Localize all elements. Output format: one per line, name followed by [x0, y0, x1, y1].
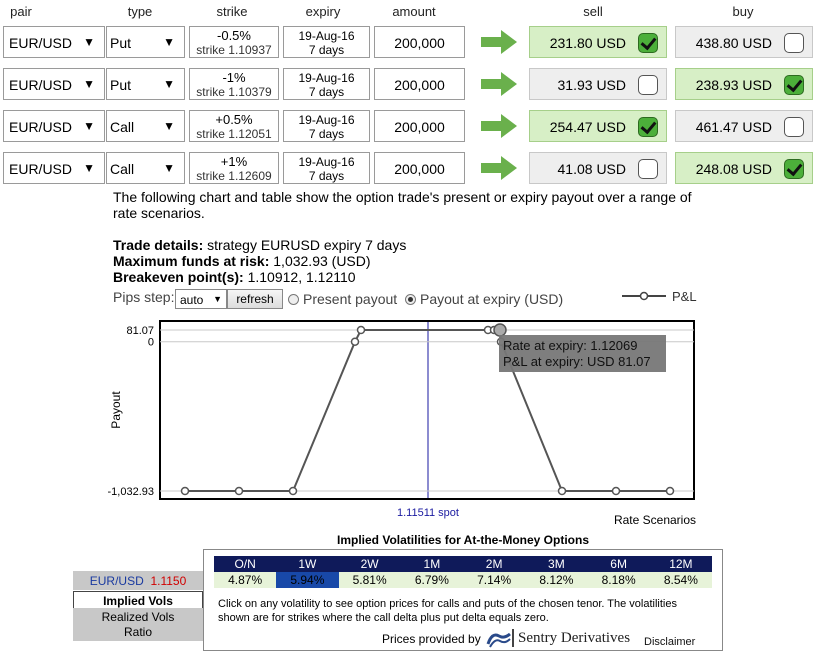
- buy-price[interactable]: [675, 110, 813, 142]
- trade-details-value: strategy EURUSD expiry 7 days: [203, 237, 407, 253]
- trade-row: [0, 152, 816, 186]
- type-select[interactable]: [106, 110, 185, 142]
- vol-value[interactable]: 6.79%: [414, 573, 449, 587]
- brand-name: Sentry Derivatives: [518, 630, 631, 646]
- pips-step-label: Pips step:: [113, 289, 175, 305]
- expiry-field[interactable]: [283, 152, 370, 184]
- row-expiry-days: 7 days: [308, 85, 345, 99]
- tooltip-line-2: P&L at expiry: USD 81.07: [503, 354, 651, 369]
- pips-step-value: auto: [180, 293, 204, 307]
- tenor-on: O/N: [234, 557, 256, 571]
- row-expiry-days: 7 days: [308, 127, 345, 141]
- sell-price[interactable]: [529, 110, 667, 142]
- buy-checkbox[interactable]: [784, 159, 804, 179]
- row-sell: 231.80 USD: [549, 35, 626, 51]
- trade-row: [0, 26, 816, 60]
- radio-icon: [288, 294, 299, 305]
- buy-checkbox[interactable]: [784, 117, 804, 137]
- tenor-6m: 6M: [610, 557, 627, 571]
- pair-select[interactable]: [3, 26, 105, 58]
- trade-row: [0, 68, 816, 102]
- row-strike-val: strike 1.12609: [196, 169, 272, 183]
- buy-checkbox[interactable]: [784, 75, 804, 95]
- row-amount: 200,000: [394, 77, 445, 93]
- header-pair: pair: [10, 4, 32, 19]
- sell-price[interactable]: [529, 152, 667, 184]
- row-strike-pct: +0.5%: [215, 112, 253, 127]
- tenor-1w: 1W: [298, 557, 317, 571]
- radio-selected-icon: [405, 294, 416, 305]
- amount-field[interactable]: [374, 68, 465, 100]
- vols-title: Implied Volatilities for At-the-Money Options: [336, 533, 589, 547]
- vol-value[interactable]: 5.94%: [276, 572, 338, 588]
- arrow-right-icon: [481, 72, 517, 96]
- type-select[interactable]: [106, 26, 185, 58]
- trade-details-label: Trade details:: [113, 237, 204, 253]
- row-buy: 438.80 USD: [695, 35, 772, 51]
- vols-table: [214, 556, 712, 588]
- strike-field[interactable]: [189, 68, 279, 100]
- dropdown-arrow-icon: ▼: [163, 77, 175, 91]
- dropdown-arrow-icon: ▼: [83, 35, 95, 49]
- row-type: Call: [110, 161, 135, 177]
- row-pair: EUR/USD: [9, 77, 73, 93]
- header-expiry: expiry: [305, 4, 341, 19]
- funds-value: 1,032.93 (USD): [269, 253, 371, 269]
- expiry-field[interactable]: [283, 110, 370, 142]
- tab-realized-vols[interactable]: Realized Vols: [73, 608, 203, 626]
- arrow-right-icon: [481, 30, 517, 54]
- pnl-point[interactable]: [358, 327, 365, 334]
- strike-field[interactable]: [189, 152, 279, 184]
- vol-value[interactable]: 8.18%: [601, 573, 636, 587]
- row-amount: 200,000: [394, 35, 445, 51]
- provided-by-label: Prices provided by: [382, 632, 481, 646]
- row-strike-val: strike 1.10379: [196, 85, 272, 99]
- sell-checkbox[interactable]: [638, 159, 658, 179]
- row-expiry-date: 19-Aug-16: [298, 155, 355, 169]
- row-strike-pct: +1%: [220, 154, 248, 169]
- row-pair: EUR/USD: [9, 119, 73, 135]
- tooltip-line-1: Rate at expiry: 1.12069: [503, 338, 638, 353]
- arrow-right-icon: [481, 114, 517, 138]
- row-buy: 461.47 USD: [695, 119, 772, 135]
- sell-checkbox[interactable]: [638, 117, 658, 137]
- payout-at-expiry-radio[interactable]: [405, 291, 563, 307]
- amount-field[interactable]: [374, 26, 465, 58]
- legend-line-icon: [620, 290, 668, 302]
- type-select[interactable]: [106, 152, 185, 184]
- row-sell: 41.08 USD: [557, 161, 626, 177]
- dropdown-arrow-icon: ▼: [83, 77, 95, 91]
- y-tick-label: 0: [147, 336, 154, 349]
- breakeven-value: 1.10912, 1.12110: [243, 269, 356, 285]
- row-strike-val: strike 1.10937: [196, 43, 272, 57]
- y-axis-label: Payout: [109, 391, 123, 429]
- row-strike-pct: -1%: [222, 70, 246, 85]
- row-expiry-date: 19-Aug-16: [298, 29, 355, 43]
- vol-value[interactable]: 5.81%: [352, 573, 387, 587]
- row-type: Put: [110, 77, 132, 93]
- header-buy: buy: [732, 4, 754, 19]
- vols-panel: [203, 549, 723, 651]
- amount-field[interactable]: [374, 110, 465, 142]
- buy-price[interactable]: [675, 152, 813, 184]
- strike-field[interactable]: [189, 26, 279, 58]
- vols-note: Click on any volatility to see option prices for calls and puts of the chosen tenor. The volatilities shown are for strikes where the call delta plus put delta equals zero.: [218, 598, 677, 624]
- row-pair: EUR/USD: [9, 161, 73, 177]
- sell-checkbox[interactable]: [638, 75, 658, 95]
- y-tick-label: 81.07: [126, 325, 154, 337]
- vols-rate: 1.1150: [150, 574, 187, 588]
- buy-price[interactable]: [675, 68, 813, 100]
- row-expiry-days: 7 days: [308, 169, 345, 183]
- sell-price[interactable]: [529, 68, 667, 100]
- pnl-point[interactable]: [290, 488, 297, 495]
- x-axis-label: Rate Scenarios: [613, 513, 696, 527]
- strike-field[interactable]: [189, 110, 279, 142]
- pnl-point[interactable]: [667, 488, 674, 495]
- tenor-12m: 12M: [669, 557, 693, 571]
- vols-pair: EUR/USD: [89, 574, 144, 588]
- expiry-field[interactable]: [283, 26, 370, 58]
- dropdown-arrow-icon: ▼: [83, 161, 95, 175]
- dropdown-arrow-icon: ▼: [163, 119, 175, 133]
- dropdown-arrow-icon: ▼: [213, 294, 222, 304]
- row-buy: 238.93 USD: [695, 77, 772, 93]
- row-strike-val: strike 1.12051: [196, 127, 272, 141]
- tenor-1m: 1M: [423, 557, 441, 571]
- dropdown-arrow-icon: ▼: [163, 35, 175, 49]
- row-expiry-date: 19-Aug-16: [298, 113, 355, 127]
- logo-divider: [512, 629, 514, 647]
- trade-row: [0, 110, 816, 144]
- row-buy: 248.08 USD: [695, 161, 772, 177]
- present-payout-label: Present payout: [303, 291, 398, 307]
- sell-checkbox[interactable]: [638, 33, 658, 53]
- payout-chart: [100, 316, 710, 536]
- type-select[interactable]: [106, 68, 185, 100]
- row-amount: 200,000: [394, 119, 445, 135]
- vol-value[interactable]: 8.12%: [539, 573, 574, 587]
- row-type: Put: [110, 35, 132, 51]
- dropdown-arrow-icon: ▼: [163, 161, 175, 175]
- pair-select[interactable]: [3, 68, 105, 100]
- pips-step-select[interactable]: [175, 289, 227, 309]
- header-strike: strike: [216, 4, 248, 19]
- row-pair: EUR/USD: [9, 35, 73, 51]
- row-sell: 31.93 USD: [557, 77, 626, 93]
- pnl-point[interactable]: [613, 488, 620, 495]
- y-tick-label: -1,032.93: [107, 486, 154, 498]
- tenor-2w: 2W: [360, 557, 379, 571]
- pnl-point[interactable]: [559, 488, 566, 495]
- row-type: Call: [110, 119, 135, 135]
- refresh-button[interactable]: refresh: [227, 289, 283, 309]
- row-strike-pct: -0.5%: [217, 28, 251, 43]
- breakeven-label: Breakeven point(s):: [113, 269, 244, 285]
- vol-value[interactable]: 4.87%: [228, 573, 263, 587]
- trade-details: [113, 237, 713, 285]
- header-sell: sell: [583, 4, 603, 19]
- pnl-point[interactable]: [494, 324, 506, 336]
- row-expiry-date: 19-Aug-16: [298, 71, 355, 85]
- pair-select[interactable]: [3, 110, 105, 142]
- vol-value[interactable]: 7.14%: [477, 573, 512, 587]
- sentry-logo-icon: [486, 630, 512, 648]
- pnl-point[interactable]: [182, 488, 189, 495]
- tab-ratio[interactable]: Ratio: [73, 625, 203, 641]
- tenor-3m: 3M: [548, 557, 565, 571]
- tab-implied-vols[interactable]: Implied Vols: [73, 591, 203, 609]
- spot-label: 1.11511 spot: [397, 507, 459, 519]
- arrow-right-icon: [481, 156, 517, 180]
- header-amount: amount: [392, 4, 436, 19]
- tooltip: [499, 335, 666, 372]
- payout-at-expiry-label: Payout at expiry (USD): [420, 291, 564, 307]
- tenor-2m: 2M: [485, 557, 503, 571]
- pnl-point[interactable]: [236, 488, 243, 495]
- header-type: type: [127, 4, 153, 19]
- buy-checkbox[interactable]: [784, 33, 804, 53]
- row-sell: 254.47 USD: [549, 119, 626, 135]
- pair-rate-badge: [73, 571, 203, 590]
- disclaimer-link[interactable]: Disclaimer: [644, 636, 696, 648]
- description-text: The following chart and table show the option trade's present or expiry payout over a range of rate scenarios.: [113, 189, 692, 221]
- present-payout-radio[interactable]: [288, 291, 397, 307]
- row-amount: 200,000: [394, 161, 445, 177]
- expiry-field[interactable]: [283, 68, 370, 100]
- legend-label: P&L: [672, 289, 697, 304]
- vol-value[interactable]: 8.54%: [663, 573, 698, 587]
- funds-label: Maximum funds at risk:: [113, 253, 270, 269]
- pnl-point[interactable]: [352, 338, 359, 345]
- amount-field[interactable]: [374, 152, 465, 184]
- buy-price[interactable]: [675, 26, 813, 58]
- sell-price[interactable]: [529, 26, 667, 58]
- dropdown-arrow-icon: ▼: [83, 119, 95, 133]
- pair-select[interactable]: [3, 152, 105, 184]
- row-expiry-days: 7 days: [308, 43, 345, 57]
